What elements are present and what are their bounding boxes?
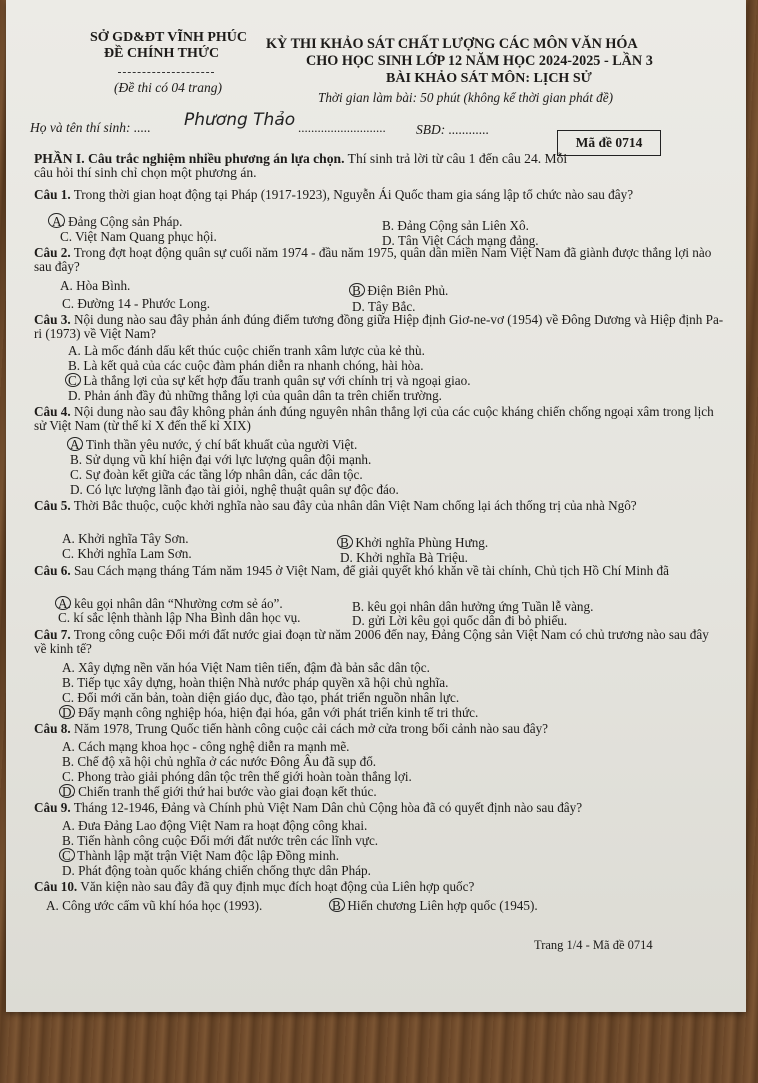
q8-option-a: A. Cách mạng khoa học - công nghệ diễn ra mạnh mẽ.	[62, 739, 350, 754]
question-number: Câu 8.	[34, 721, 71, 736]
q1-option-a	[52, 214, 182, 230]
sbd-label: SBD: ............	[416, 122, 490, 137]
question-7	[34, 628, 724, 655]
answer-circle-mark	[59, 705, 75, 719]
question-4	[34, 405, 724, 432]
q7-option-b: B. Tiếp tục xây dựng, hoàn thiện Nhà nước pháp quyền xã hội chủ nghĩa.	[62, 675, 449, 690]
q9-option-a: A. Đưa Đảng Lao động Việt Nam ra hoạt động công khai.	[62, 818, 368, 833]
exam-code: Mã đề 0714	[575, 135, 643, 150]
q4-option-d: D. Có lực lượng lãnh đạo tài giỏi, nghệ thuật quân sự độc đáo.	[70, 482, 399, 497]
q1-option-c: C. Việt Nam Quang phục hội.	[60, 229, 217, 244]
question-5	[34, 499, 724, 513]
q2-option-a: A. Hòa Bình.	[60, 278, 131, 293]
q3-option-b: B. Là kết quả của các cuộc đàm phán diễn ra nhanh chóng, hài hòa.	[68, 358, 424, 373]
candidate-name-label: Họ và tên thí sinh: .....	[30, 120, 151, 135]
question-number: Câu 10.	[34, 879, 78, 894]
q6-option-d: D. gửi Lời kêu gọi quốc dân đi bỏ phiếu.	[352, 613, 568, 628]
question-number: Câu 6.	[34, 563, 71, 578]
answer-circle-mark	[329, 898, 345, 912]
question-3	[34, 313, 724, 340]
subject-title: BÀI KHẢO SÁT MÔN: LỊCH SỬ	[386, 71, 592, 86]
answer-circle-mark	[59, 848, 75, 862]
option-text: C. Thành lập mặt trận Việt Nam độc lập Đồng minh.	[62, 848, 340, 863]
question-stem: Thời Bắc thuộc, cuộc khởi nghĩa nào sau đây của nhân dân Việt Nam chống lại ách thống trị của nhà Ngô?	[70, 498, 637, 513]
q3-option-c	[68, 373, 471, 389]
q5-option-d: D. Khởi nghĩa Bà Triệu.	[340, 550, 468, 565]
option-text: A. Tinh thần yêu nước, ý chí bất khuất của người Việt.	[70, 437, 358, 452]
answer-circle-mark	[59, 784, 75, 798]
q10-option-a: A. Công ước cấm vũ khí hóa học (1993).	[46, 898, 263, 913]
question-stem: Sau Cách mạng tháng Tám năm 1945 ở Việt Nam, để giải quyết khó khăn về tài chính, Chủ tịch Hồ Chí Minh đã	[70, 563, 669, 578]
handwritten-candidate-name: Phương Thảo	[184, 110, 296, 130]
question-6	[34, 564, 724, 578]
q8-option-d	[62, 784, 377, 800]
official-label: ĐỀ CHÍNH THỨC	[104, 46, 220, 61]
question-number: Câu 2.	[34, 245, 71, 260]
q3-option-d: D. Phản ánh đầy đủ những thắng lợi của quân dân ta trên chiến trường.	[68, 388, 442, 403]
q7-option-a: A. Xây dựng nền văn hóa Việt Nam tiên tiến, đậm đà bản sắc dân tộc.	[62, 660, 430, 675]
answer-circle-mark	[337, 535, 353, 549]
exam-title-line-2: CHO HỌC SINH LỚP 12 NĂM HỌC 2024-2025 - LẦN 3	[306, 53, 653, 69]
question-number: Câu 5.	[34, 498, 71, 513]
answer-circle-mark	[55, 596, 71, 610]
question-stem: Nội dung nào sau đây phản ánh đúng điểm tương đồng giữa Hiệp định Giơ-ne-vơ (1954) về Đông Dương và Hiệp định Pa-ri (1973) về Việt Nam?	[34, 312, 724, 341]
question-stem: Trong đợt hoạt động quân sự cuối năm 1974 - đầu năm 1975, quân dân miền Nam Việt Nam đã giành được thắng lợi nào sau đây?	[34, 245, 712, 274]
part-title: PHẦN I. Câu trắc nghiệm nhiều phương án lựa chọn.	[34, 151, 345, 166]
q2-option-d: D. Tây Bắc.	[352, 299, 416, 314]
answer-circle-mark	[349, 283, 365, 297]
department-name: SỞ GD&ĐT VĨNH PHÚC	[90, 30, 248, 45]
q8-option-c: C. Phong trào giải phóng dân tộc trên thế giới hoàn toàn thắng lợi.	[62, 769, 412, 784]
q1-option-b: B. Đảng Cộng sản Liên Xô.	[382, 218, 529, 233]
q2-option-b	[352, 283, 448, 299]
q4-option-b: B. Sử dụng vũ khí hiện đại với lực lượng quân đội mạnh.	[70, 452, 372, 467]
question-number: Câu 1.	[34, 187, 71, 202]
question-stem: Tháng 12-1946, Đảng và Chính phủ Việt Nam Dân chủ Cộng hòa đã có quyết định nào sau đây?	[70, 800, 583, 815]
option-text: A. Đảng Cộng sản Pháp.	[52, 214, 183, 229]
q10-option-b	[332, 898, 538, 914]
question-number: Câu 7.	[34, 627, 71, 642]
option-text: D. Chiến tranh thế giới thứ hai bước vào giai đoạn kết thúc.	[62, 784, 377, 799]
question-stem: Trong công cuộc Đổi mới đất nước giai đoạn từ năm 2006 đến nay, Đảng Cộng sản Việt Nam có chủ trương nào sau đây về kinh tế?	[34, 627, 709, 656]
q7-option-c: C. Đổi mới căn bản, toàn diện giáo dục, đào tạo, phát triển nguồn nhân lực.	[62, 690, 460, 705]
part-instruction: Thí sinh trả lời từ câu 1 đến câu 24. Mỗi câu hỏi thí sinh chỉ chọn một phương án.	[34, 151, 568, 180]
exam-title-line-1: KỲ THI KHẢO SÁT CHẤT LƯỢNG CÁC MÔN VĂN HÓA	[266, 36, 638, 52]
page-footer: Trang 1/4 - Mã đề 0714	[534, 938, 653, 952]
time-note: Thời gian làm bài: 50 phút (không kể thời gian phát đề)	[318, 90, 614, 105]
question-1	[34, 188, 724, 202]
question-9	[34, 801, 724, 815]
question-number: Câu 3.	[34, 312, 71, 327]
q5-option-b	[340, 535, 488, 551]
question-number: Câu 9.	[34, 800, 71, 815]
q7-option-d	[62, 705, 478, 721]
question-2	[34, 246, 724, 273]
question-stem: Năm 1978, Trung Quốc tiến hành công cuộc cải cách mở cửa trong bối cảnh nào sau đây?	[70, 721, 549, 736]
option-text: C. Là thắng lợi của sự kết hợp đấu tranh quân sự với chính trị và ngoại giao.	[68, 373, 471, 388]
q3-option-a: A. Là mốc đánh dấu kết thúc cuộc chiến tranh xâm lược của kẻ thù.	[68, 343, 425, 358]
option-text: A. kêu gọi nhân dân “Nhường cơm sẻ áo”.	[58, 596, 283, 611]
exam-code-box	[557, 130, 661, 156]
q2-option-c: C. Đường 14 - Phước Long.	[62, 296, 211, 311]
question-stem: Nội dung nào sau đây không phản ánh đúng nguyên nhân thắng lợi của các cuộc kháng chiến chống ngoại xâm trong lịch sử Việt Nam (từ thế kỉ X đến thế kỉ XIX)	[34, 404, 714, 433]
question-stem: Trong thời gian hoạt động tại Pháp (1917-1923), Nguyễn Ái Quốc tham gia sáng lập tổ chức nào sau đây?	[70, 187, 634, 202]
q9-option-d: D. Phát động toàn quốc kháng chiến chống thực dân Pháp.	[62, 863, 371, 878]
q4-option-c: C. Sự đoàn kết giữa các tầng lớp nhân dân, các dân tộc.	[70, 467, 363, 482]
q8-option-b: B. Chế độ xã hội chủ nghĩa ở các nước Đông Âu đã sụp đổ.	[62, 754, 377, 769]
q4-option-a	[70, 437, 357, 453]
pages-note: (Đề thi có 04 trang)	[114, 80, 222, 95]
option-text: D. Đẩy mạnh công nghiệp hóa, hiện đại hóa, gắn với phát triển kinh tế tri thức.	[62, 705, 479, 720]
option-text: B. Khởi nghĩa Phùng Hưng.	[340, 535, 489, 550]
q9-option-c	[62, 848, 339, 864]
answer-circle-mark	[67, 437, 83, 451]
option-text: B. Hiến chương Liên hợp quốc (1945).	[332, 898, 538, 913]
question-8	[34, 722, 724, 736]
q6-option-b: B. kêu gọi nhân dân hưởng ứng Tuần lễ vàng.	[352, 599, 594, 614]
question-stem: Văn kiện nào sau đây đã quy định mục đích hoạt động của Liên hợp quốc?	[77, 879, 475, 894]
name-dotted-line: ...........................	[298, 120, 386, 135]
question-10	[34, 880, 724, 894]
q6-option-c: C. kí sắc lệnh thành lập Nha Bình dân học vụ.	[58, 610, 301, 625]
part-heading	[34, 152, 570, 179]
q9-option-b: B. Tiến hành công cuộc Đổi mới đất nước trên các lĩnh vực.	[62, 833, 379, 848]
q5-option-c: C. Khởi nghĩa Lam Sơn.	[62, 546, 192, 561]
option-text: B. Điện Biên Phủ.	[352, 283, 449, 298]
q1-option-d: D. Tân Việt Cách mạng đảng.	[382, 233, 539, 248]
question-number: Câu 4.	[34, 404, 71, 419]
exam-paper	[6, 0, 746, 1012]
answer-circle-mark	[48, 213, 65, 228]
answer-circle-mark	[65, 373, 81, 387]
header-divider	[118, 72, 214, 73]
q5-option-a: A. Khởi nghĩa Tây Sơn.	[62, 531, 189, 546]
